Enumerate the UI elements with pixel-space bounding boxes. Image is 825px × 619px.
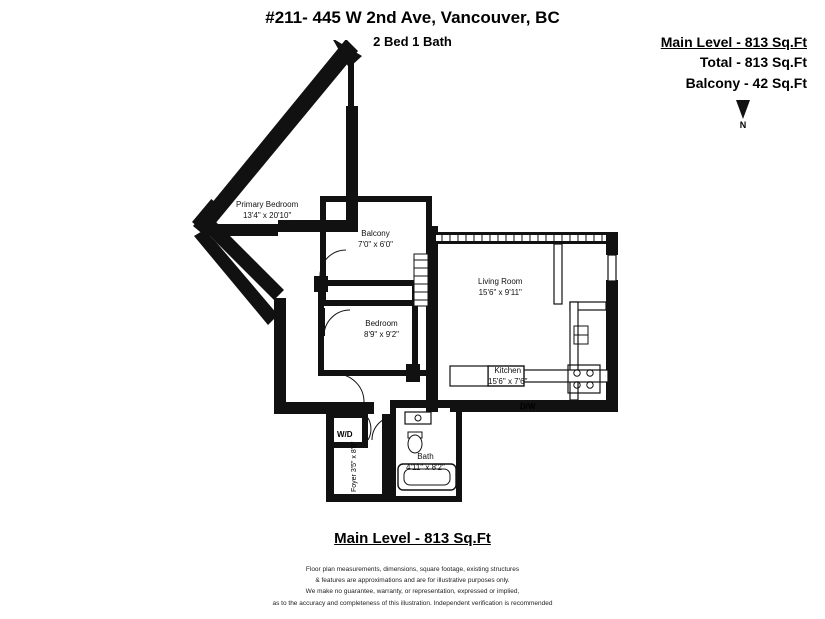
disclaimer — [0, 564, 825, 610]
page-title: #211- 445 W 2nd Ave, Vancouver, BC — [265, 8, 560, 27]
room-label-living-room: Living Room 15'6" x 9'11" — [478, 277, 523, 297]
summary-total: Total - 813 Sq.Ft — [699, 54, 807, 71]
disclaimer-line-2: & features are approximations and are for illustrative purposes only. — [315, 576, 510, 584]
summary-main-level: Main Level - 813 Sq.Ft — [660, 34, 807, 50]
plan-walls — [192, 40, 618, 502]
room-label-primary-bedroom: Primary Bedroom 13'4" x 20'10" — [236, 200, 299, 220]
room-label-balcony: Balcony 7'0" x 6'0" — [358, 229, 393, 249]
disclaimer-line-3: We make no guarantee, warranty, or representation, expressed or implied, — [305, 588, 520, 596]
disclaimer-line-4: as to the accuracy and completeness of this illustration. Independent verification is recommended — [272, 599, 553, 607]
page-subtitle: 2 Bed 1 Bath — [373, 34, 452, 49]
summary-balcony: Balcony - 42 Sq.Ft — [685, 74, 807, 91]
compass-north-label: N — [739, 120, 747, 130]
room-label-bedroom: Bedroom 8'9" x 9'2" — [364, 319, 399, 339]
room-label-bath: Bath 4'11" x 8'2" — [406, 452, 445, 472]
dishwasher-tag: D/W — [520, 402, 536, 411]
washer-dryer-tag: W/D — [337, 430, 353, 439]
room-label-kitchen: Kitchen 15'6" x 7'6" — [488, 366, 528, 386]
area-summary — [661, 32, 807, 93]
room-label-foyer: Foyer 3'5" x 8'6" — [351, 441, 358, 492]
compass-needle-icon — [736, 100, 750, 119]
footer-level-label: Main Level - 813 Sq.Ft — [334, 530, 491, 547]
disclaimer-line-1: Floor plan measurements, dimensions, square footage, existing structures — [305, 565, 520, 573]
compass-rose — [729, 100, 757, 130]
